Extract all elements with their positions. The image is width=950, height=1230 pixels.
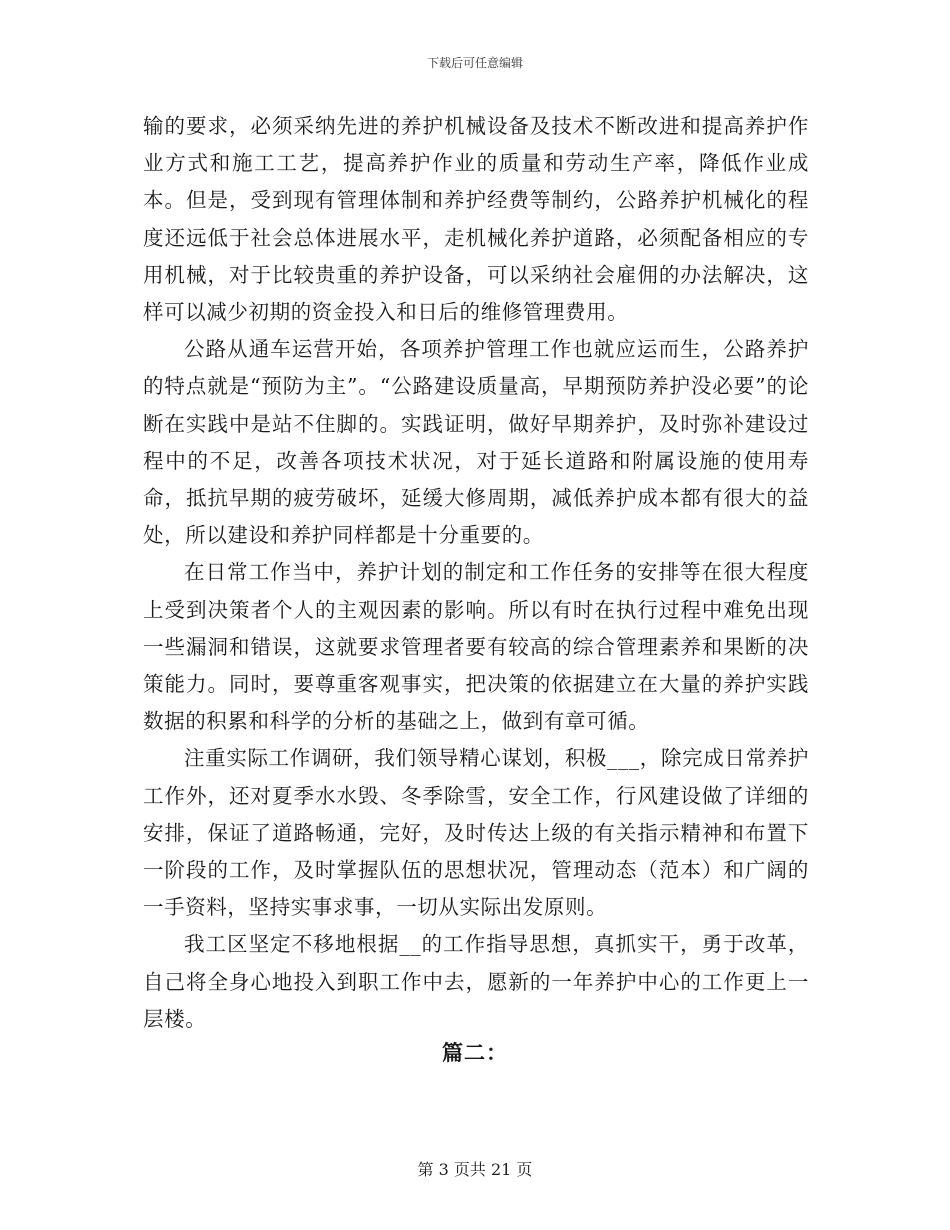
paragraph-3: 在日常工作当中，养护计划的制定和工作任务的安排等在很大程度上受到决策者个人的主观因素的影响。所以有时在执行过程中难免出现一些漏洞和错误，这就要求管理者要有较高的综合管理素养和果断的决策能力。同时，要尊重客观事实，把决策的依据建立在大量的养护实践数据的积累和科学的分析的基础之上，做到有章可循。 [143,560,809,734]
paragraph-1: 输的要求，必须采纳先进的养护机械设备及技术不断改进和提高养护作业方式和施工工艺，提高养护作业的质量和劳动生产率，降低作业成本。但是，受到现有管理体制和养护经费等制约，公路养护机械化的程度还远低于社会总体进展水平，走机械化养护道路，必须配备相应的专用机械，对于比较贵重的养护设备，可以采纳社会雇佣的办法解决，这样可以减少初期的资金投入和日后的维修管理费用。 [143,114,809,325]
page-footer: 第 3 页共 21 页 [417,1160,533,1179]
section-title: 篇二： [442,1040,508,1065]
paragraph-2: 公路从通车运营开始，各项养护管理工作也就应运而生，公路养护的特点就是“预防为主”。“公路建设质量高，早期预防养护没必要”的论断在实践中是站不住脚的。实践证明，做好早期养护，及时弥补建设过程中的不足，改善各项技术状况，对于延长道路和附属设施的使用寿命，抵抗早期的疲劳破坏，延缓大修周期，减低养护成本都有很大的益处，所以建设和养护同样都是十分重要的。 [143,337,809,548]
paragraph-4: 注重实际工作调研，我们领导精心谋划，积极___，除完成日常养护工作外，还对夏季水水毁、冬季除雪，安全工作，行风建设做了详细的安排，保证了道路畅通，完好，及时传达上级的有关指示精神和布置下一阶段的工作，及时掌握队伍的思想状况，管理动态（范本）和广阔的一手资料，坚持实事求事，一切从实际出发原则。 [143,746,809,920]
page-header-note: 下载后可任意编辑 [426,56,523,70]
document-body [143,108,809,1038]
paragraph-5: 我工区坚定不移地根据__的工作指导思想，真抓实干，勇于改革，自己将全身心地投入到职工作中去，愿新的一年养护中心的工作更上一层楼。 [143,932,809,1031]
